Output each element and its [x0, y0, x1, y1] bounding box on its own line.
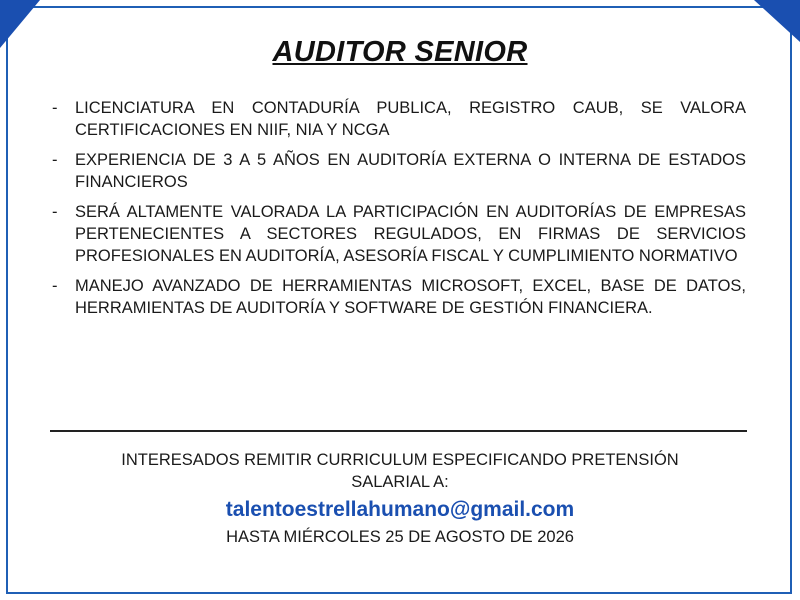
bullet-dash: -	[52, 151, 58, 169]
requirement-item	[52, 201, 746, 267]
requirement-text: SERÁ ALTAMENTE VALORADA LA PARTICIPACIÓN EN AUDITORÍAS DE EMPRESAS PERTENECIENTES A SECTORES REGULADOS, EN FIRMAS DE SERVICIOS PROFESIONALES EN AUDITORÍA, ASESORÍA FISCAL Y CUMPLIMIENTO NORMATIVO	[75, 203, 746, 265]
requirement-text: EXPERIENCIA DE 3 A 5 AÑOS EN AUDITORÍA EXTERNA O INTERNA DE ESTADOS FINANCIEROS	[75, 151, 746, 191]
bullet-dash: -	[52, 99, 58, 117]
requirement-item	[52, 275, 746, 319]
job-title: AUDITOR SENIOR	[272, 36, 528, 68]
requirements-list	[52, 97, 746, 327]
application-deadline: HASTA MIÉRCOLES 25 DE AGOSTO DE 2026	[226, 528, 574, 546]
bullet-dash: -	[52, 203, 58, 221]
application-instruction: INTERESADOS REMITIR CURRICULUM ESPECIFICANDO PRETENSIÓN SALARIAL A:	[121, 451, 679, 491]
requirement-item	[52, 149, 746, 193]
contact-email-link[interactable]: talentoestrellahumano@gmail.com	[225, 498, 575, 521]
bullet-dash: -	[52, 277, 58, 295]
requirement-text: LICENCIATURA EN CONTADURÍA PUBLICA, REGISTRO CAUB, SE VALORA CERTIFICACIONES EN NIIF, NIA Y NCGA	[75, 99, 746, 139]
requirement-text: MANEJO AVANZADO DE HERRAMIENTAS MICROSOFT, EXCEL, BASE DE DATOS, HERRAMIENTAS DE AUDITORÍA Y SOFTWARE DE GESTIÓN FINANCIERA.	[75, 277, 746, 317]
section-divider	[50, 430, 747, 432]
application-footer	[0, 449, 800, 548]
requirement-item	[52, 97, 746, 141]
